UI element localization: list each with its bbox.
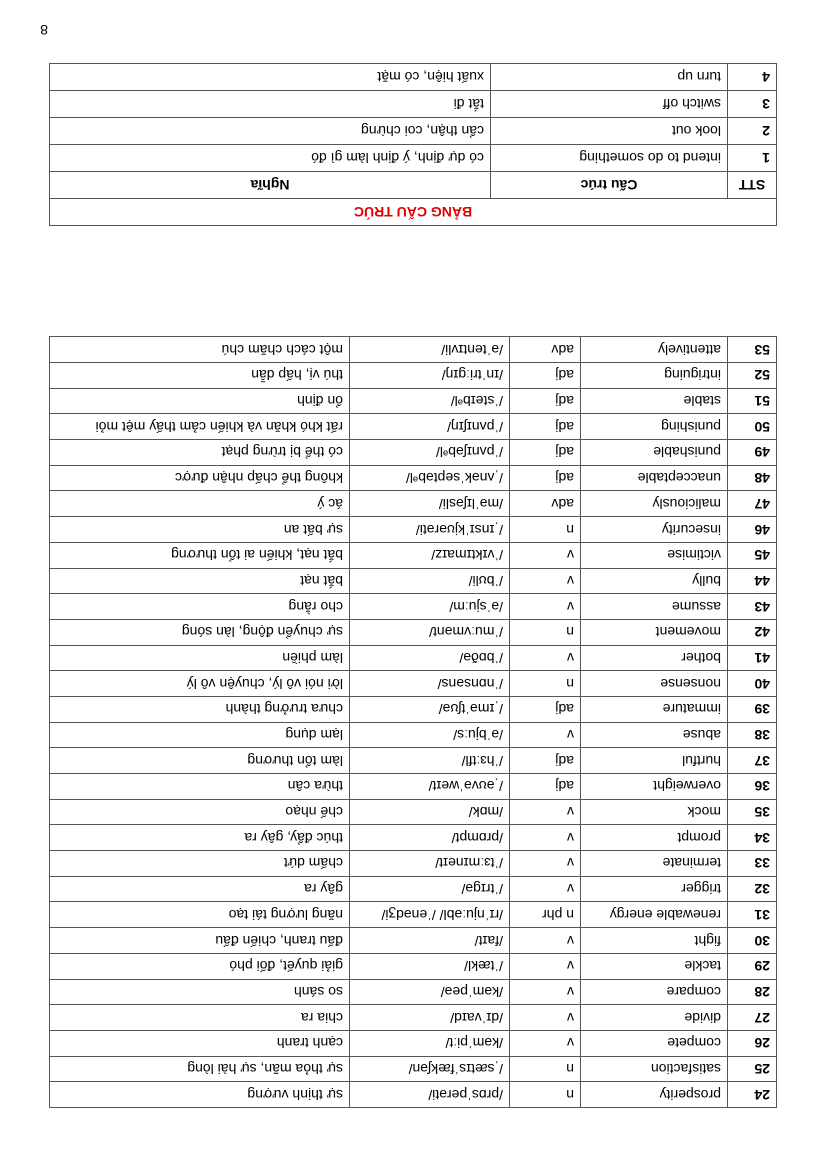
part-of-speech-cell: v xyxy=(510,1005,581,1031)
ipa-cell: /ˌsætɪsˈfækʃən/ xyxy=(350,1056,510,1082)
table-row xyxy=(49,145,776,172)
ipa-cell: /ˌʌnəkˈseptəbᵊl/ xyxy=(350,465,510,491)
ipa-cell: /ˈvɪktɪmaɪz/ xyxy=(350,542,510,568)
structure-table-body xyxy=(49,64,776,172)
table-row xyxy=(50,542,777,568)
part-of-speech-cell: v xyxy=(510,799,581,825)
row-number: 24 xyxy=(728,1082,777,1108)
part-of-speech-cell: v xyxy=(510,568,581,594)
ipa-cell: /ˈmuːvmənt/ xyxy=(350,619,510,645)
meaning-cell: cẩn thận, coi chừng xyxy=(49,118,490,145)
part-of-speech-cell: v xyxy=(510,953,581,979)
meaning-cell: cạnh tranh xyxy=(50,1030,350,1056)
ipa-cell: /əˈbjuːs/ xyxy=(350,722,510,748)
ipa-cell: /ˌɪnsɪˈkjʊərəti/ xyxy=(350,517,510,543)
table-row xyxy=(50,774,777,800)
table-row xyxy=(49,91,776,118)
row-number: 50 xyxy=(728,414,777,440)
word-cell: satisfaction xyxy=(581,1056,728,1082)
meaning-cell: có dự định, ý định làm gì đó xyxy=(49,145,490,172)
word-cell: prosperity xyxy=(581,1082,728,1108)
row-number: 43 xyxy=(728,594,777,620)
part-of-speech-cell: v xyxy=(510,876,581,902)
part-of-speech-cell: n xyxy=(510,1056,581,1082)
word-cell: maliciously xyxy=(581,491,728,517)
row-number: 47 xyxy=(728,491,777,517)
page-number: 8 xyxy=(40,22,48,38)
row-number: 40 xyxy=(728,671,777,697)
meaning-cell: bắt nạt, khiến ai tổn thương xyxy=(50,542,350,568)
row-number: 53 xyxy=(728,337,777,363)
table-row xyxy=(50,876,777,902)
table-row xyxy=(50,388,777,414)
part-of-speech-cell: v xyxy=(510,851,581,877)
word-cell: bother xyxy=(581,645,728,671)
meaning-cell: giải quyết, đối phó xyxy=(50,953,350,979)
part-of-speech-cell: v xyxy=(510,594,581,620)
ipa-cell: /ˈbʊli/ xyxy=(350,568,510,594)
word-cell: abuse xyxy=(581,722,728,748)
ipa-cell: /əˈsjuːm/ xyxy=(350,594,510,620)
meaning-cell: bắt nạt xyxy=(50,568,350,594)
part-of-speech-cell: n phr xyxy=(510,902,581,928)
meaning-cell: lời nói vô lý, chuyện vô lý xyxy=(50,671,350,697)
row-number: 30 xyxy=(728,928,777,954)
structure-table-title: BẢNG CẤU TRÚC xyxy=(49,199,776,226)
meaning-cell: sự thỏa mãn, sự hài lòng xyxy=(50,1056,350,1082)
table-row xyxy=(50,671,777,697)
part-of-speech-cell: n xyxy=(510,517,581,543)
part-of-speech-cell: adj xyxy=(510,465,581,491)
ipa-cell: /məˈlɪʃəsli/ xyxy=(350,491,510,517)
meaning-cell: rất khó khăn và khiến cảm thấy mệt mỏi xyxy=(50,414,350,440)
word-cell: fight xyxy=(581,928,728,954)
meaning-cell: gây ra xyxy=(50,876,350,902)
meaning-cell: một cách chăm chú xyxy=(50,337,350,363)
table-row xyxy=(50,1056,777,1082)
row-number: 29 xyxy=(728,953,777,979)
structure-cell: switch off xyxy=(491,91,728,118)
table-row xyxy=(50,748,777,774)
ipa-cell: /faɪt/ xyxy=(350,928,510,954)
row-number: 26 xyxy=(728,1030,777,1056)
word-cell: divide xyxy=(581,1005,728,1031)
row-number: 52 xyxy=(728,363,777,389)
ipa-cell: /ˈhɜːtfl/ xyxy=(350,748,510,774)
ipa-cell: /prɒmpt/ xyxy=(350,825,510,851)
meaning-cell: thừa cân xyxy=(50,774,350,800)
ipa-cell: /ɪnˈtriːɡɪŋ/ xyxy=(350,363,510,389)
row-number: 37 xyxy=(728,748,777,774)
row-number: 38 xyxy=(728,722,777,748)
table-row xyxy=(50,619,777,645)
ipa-cell: /mɒk/ xyxy=(350,799,510,825)
row-number: 39 xyxy=(728,697,777,723)
meaning-cell: tắt đi xyxy=(49,91,490,118)
part-of-speech-cell: adj xyxy=(510,774,581,800)
table-row xyxy=(50,851,777,877)
ipa-cell: /ˌəʊvəˈweɪt/ xyxy=(350,774,510,800)
table-row xyxy=(50,491,777,517)
meaning-cell: so sánh xyxy=(50,979,350,1005)
structure-cell: intend to do something xyxy=(491,145,728,172)
meaning-cell: lạm dụng xyxy=(50,722,350,748)
row-number: 28 xyxy=(728,979,777,1005)
word-cell: insecurity xyxy=(581,517,728,543)
meaning-cell: sự chuyển động, làn sóng xyxy=(50,619,350,645)
header-meaning: Nghĩa xyxy=(49,172,490,199)
ipa-cell: /ˈtækl/ xyxy=(350,953,510,979)
table-row xyxy=(50,568,777,594)
table-row xyxy=(50,337,777,363)
table-row xyxy=(50,465,777,491)
row-number: 42 xyxy=(728,619,777,645)
table-row xyxy=(50,1005,777,1031)
row-number: 45 xyxy=(728,542,777,568)
row-number: 32 xyxy=(728,876,777,902)
row-number: 44 xyxy=(728,568,777,594)
word-cell: movement xyxy=(581,619,728,645)
header-structure: Cấu trúc xyxy=(491,172,728,199)
part-of-speech-cell: v xyxy=(510,722,581,748)
part-of-speech-cell: v xyxy=(510,645,581,671)
word-cell: mock xyxy=(581,799,728,825)
header-stt: STT xyxy=(728,172,777,199)
word-cell: renewable energy xyxy=(581,902,728,928)
word-cell: bully xyxy=(581,568,728,594)
word-cell: terminate xyxy=(581,851,728,877)
meaning-cell: làm tổn thương xyxy=(50,748,350,774)
part-of-speech-cell: adv xyxy=(510,337,581,363)
row-number: 2 xyxy=(728,118,777,145)
ipa-cell: /dɪˈvaɪd/ xyxy=(350,1005,510,1031)
part-of-speech-cell: adj xyxy=(510,697,581,723)
part-of-speech-cell: n xyxy=(510,1082,581,1108)
meaning-cell: sự thịnh vượng xyxy=(50,1082,350,1108)
meaning-cell: chấm dứt xyxy=(50,851,350,877)
meaning-cell: cho rằng xyxy=(50,594,350,620)
row-number: 1 xyxy=(728,145,777,172)
ipa-cell: /prɒsˈperəti/ xyxy=(350,1082,510,1108)
table-row xyxy=(50,902,777,928)
word-cell: compete xyxy=(581,1030,728,1056)
row-number: 25 xyxy=(728,1056,777,1082)
word-cell: punishable xyxy=(581,440,728,466)
word-cell: tackle xyxy=(581,953,728,979)
structure-table-header xyxy=(49,172,776,199)
word-cell: overweight xyxy=(581,774,728,800)
table-row xyxy=(50,1030,777,1056)
word-cell: assume xyxy=(581,594,728,620)
vocabulary-table xyxy=(49,336,777,1108)
part-of-speech-cell: v xyxy=(510,928,581,954)
word-cell: trigger xyxy=(581,876,728,902)
part-of-speech-cell: adj xyxy=(510,440,581,466)
table-row xyxy=(50,928,777,954)
ipa-cell: /ˌɪməˈtʃʊə/ xyxy=(350,697,510,723)
row-number: 4 xyxy=(728,64,777,91)
ipa-cell: /ˈpʌnɪʃɪŋ/ xyxy=(350,414,510,440)
row-number: 34 xyxy=(728,825,777,851)
table-row xyxy=(49,118,776,145)
meaning-cell: năng lượng tái tạo xyxy=(50,902,350,928)
table-row xyxy=(50,953,777,979)
row-number: 27 xyxy=(728,1005,777,1031)
part-of-speech-cell: v xyxy=(510,825,581,851)
meaning-cell: chưa trưởng thành xyxy=(50,697,350,723)
ipa-cell: /əˈtentɪvli/ xyxy=(350,337,510,363)
table-row xyxy=(50,1082,777,1108)
meaning-cell: sự bất an xyxy=(50,517,350,543)
part-of-speech-cell: adj xyxy=(510,414,581,440)
word-cell: prompt xyxy=(581,825,728,851)
row-number: 36 xyxy=(728,774,777,800)
meaning-cell: ác ý xyxy=(50,491,350,517)
meaning-cell: thúc đẩy, gây ra xyxy=(50,825,350,851)
ipa-cell: /ˈpʌnɪʃəbᵊl/ xyxy=(350,440,510,466)
part-of-speech-cell: adj xyxy=(510,363,581,389)
ipa-cell: /ˈnɒnsəns/ xyxy=(350,671,510,697)
ipa-cell: /kəmˈpeə/ xyxy=(350,979,510,1005)
vocabulary-table-body xyxy=(50,337,777,1108)
table-row xyxy=(50,440,777,466)
row-number: 33 xyxy=(728,851,777,877)
table-row xyxy=(49,64,776,91)
meaning-cell: đấu tranh, chiến đấu xyxy=(50,928,350,954)
part-of-speech-cell: n xyxy=(510,671,581,697)
row-number: 35 xyxy=(728,799,777,825)
ipa-cell: /ˈbɒðə/ xyxy=(350,645,510,671)
table-row xyxy=(50,799,777,825)
meaning-cell: xuất hiện, có mặt xyxy=(49,64,490,91)
table-row xyxy=(50,722,777,748)
structure-cell: look out xyxy=(491,118,728,145)
meaning-cell: thú vị, hấp dẫn xyxy=(50,363,350,389)
table-row xyxy=(50,517,777,543)
part-of-speech-cell: n xyxy=(510,619,581,645)
part-of-speech-cell: v xyxy=(510,979,581,1005)
table-row xyxy=(50,594,777,620)
word-cell: hurtful xyxy=(581,748,728,774)
table-row xyxy=(50,363,777,389)
meaning-cell: làm phiền xyxy=(50,645,350,671)
word-cell: victimise xyxy=(581,542,728,568)
row-number: 48 xyxy=(728,465,777,491)
table-row xyxy=(50,645,777,671)
meaning-cell: không thể chấp nhận được xyxy=(50,465,350,491)
table-row xyxy=(50,697,777,723)
word-cell: compare xyxy=(581,979,728,1005)
word-cell: unacceptable xyxy=(581,465,728,491)
ipa-cell: /ˈtɜːmɪneɪt/ xyxy=(350,851,510,877)
part-of-speech-cell: v xyxy=(510,1030,581,1056)
meaning-cell: ổn định xyxy=(50,388,350,414)
ipa-cell: /kəmˈpiːt/ xyxy=(350,1030,510,1056)
meaning-cell: có thể bị trừng phạt xyxy=(50,440,350,466)
row-number: 46 xyxy=(728,517,777,543)
table-row xyxy=(50,414,777,440)
row-number: 51 xyxy=(728,388,777,414)
table-row xyxy=(50,979,777,1005)
word-cell: immature xyxy=(581,697,728,723)
meaning-cell: chế nhạo xyxy=(50,799,350,825)
part-of-speech-cell: v xyxy=(510,542,581,568)
row-number: 3 xyxy=(728,91,777,118)
word-cell: nonsense xyxy=(581,671,728,697)
table-row xyxy=(50,825,777,851)
structure-cell: turn up xyxy=(491,64,728,91)
row-number: 49 xyxy=(728,440,777,466)
row-number: 31 xyxy=(728,902,777,928)
ipa-cell: /rɪˈnjuːəbl/ /ˈenədʒi/ xyxy=(350,902,510,928)
word-cell: punishing xyxy=(581,414,728,440)
ipa-cell: /ˈsteɪbᵊl/ xyxy=(350,388,510,414)
row-number: 41 xyxy=(728,645,777,671)
word-cell: attentively xyxy=(581,337,728,363)
part-of-speech-cell: adv xyxy=(510,491,581,517)
meaning-cell: chia ra xyxy=(50,1005,350,1031)
structure-table xyxy=(49,63,777,226)
word-cell: intriguing xyxy=(581,363,728,389)
ipa-cell: /ˈtrɪɡə/ xyxy=(350,876,510,902)
word-cell: stable xyxy=(581,388,728,414)
part-of-speech-cell: adj xyxy=(510,388,581,414)
part-of-speech-cell: adj xyxy=(510,748,581,774)
